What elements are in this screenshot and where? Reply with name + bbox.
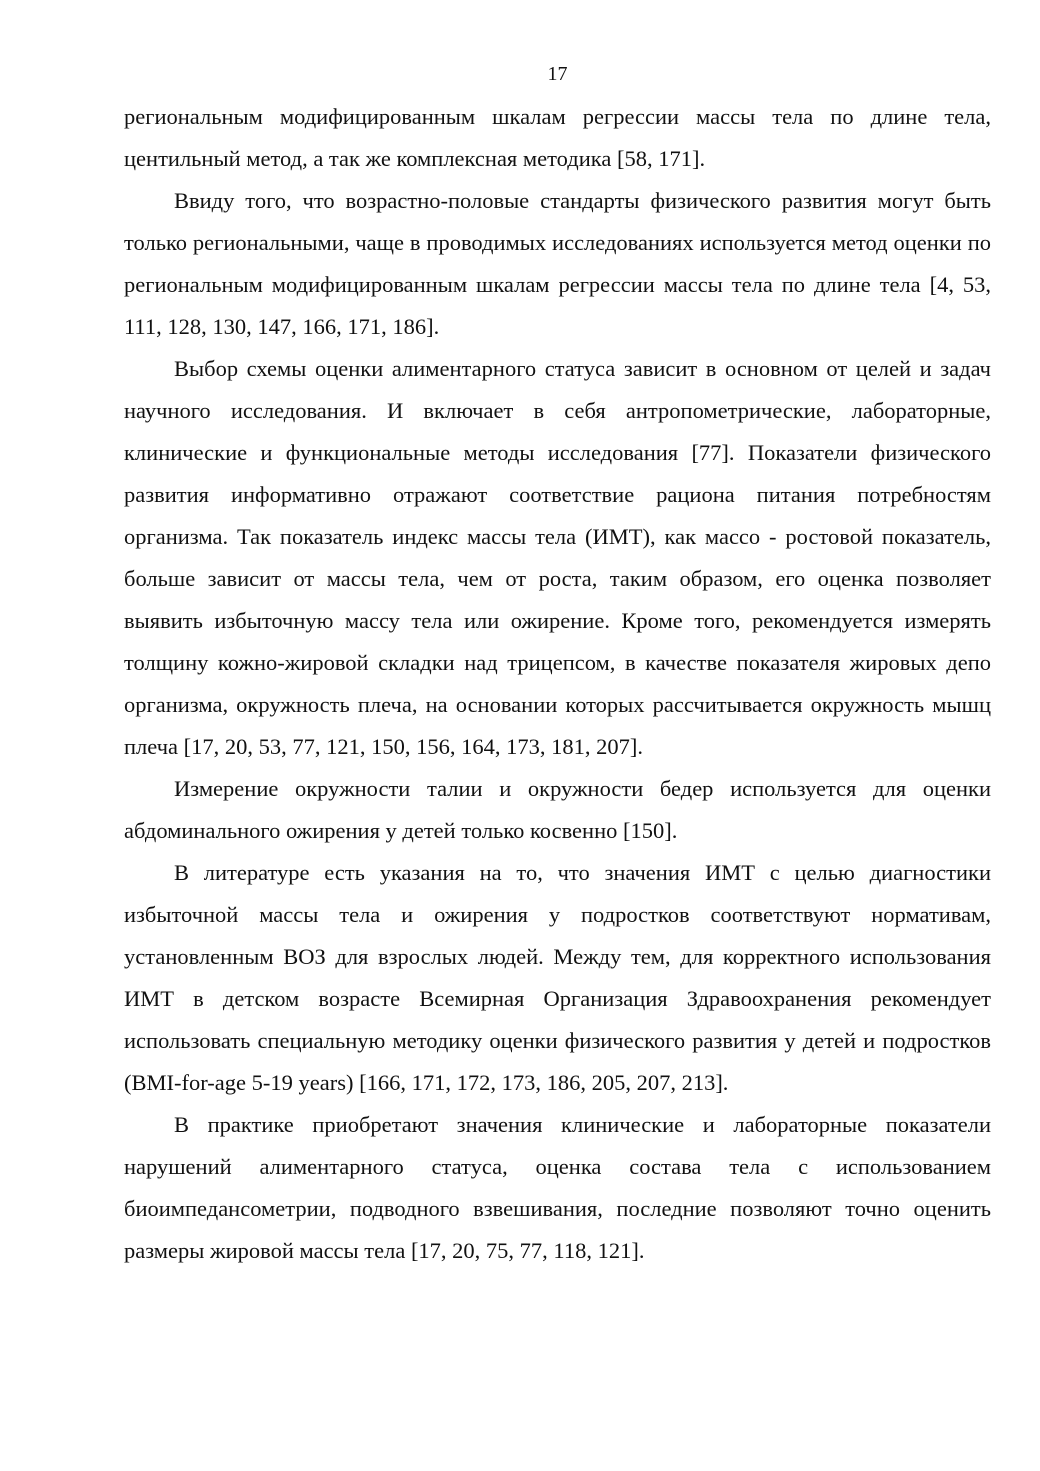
page-number: 17 bbox=[547, 63, 568, 85]
paragraph-alimentary-status: Выбор схемы оценки алиментарного статуса зависит в основном от целей и задач научного исследования. И включает в себя антропометрические, лабораторные, клинические и функциональные методы исследования [77]. Показатели физического развития информативно отражают соответствие рациона питания потребностям организма. Так показатель индекс массы тела (ИМТ), как массо - ростовой показатель, больше зависит от массы тела, чем от роста, таким образом, его оценка позволяет выявить избыточную массу тела или ожирение. Кроме того, рекомендуется измерять толщину кожно-жировой складки над трицепсом, в качестве показателя жировых депо организма, окружность плеча, на основании которых рассчитывается окружность мышц плеча [17, 20, 53, 77, 121, 150, 156, 164, 173, 181, 207]. bbox=[124, 356, 991, 759]
paragraph-regional-standards: Ввиду того, что возрастно-половые стандарты физического развития могут быть только региональными, чаще в проводимых исследованиях используется метод оценки по региональным модифицированным шкалам регрессии массы тела по длине тела [4, 53, 111, 128, 130, 147, 166, 171, 186]. bbox=[124, 188, 991, 339]
paragraph-waist-hip: Измерение окружности талии и окружности бедер используется для оценки абдоминального ожирения у детей только косвенно [150]. bbox=[124, 776, 991, 843]
paragraph-body-composition: В практике приобретают значения клинические и лабораторные показатели нарушений алиментарного статуса, оценка состава тела с использованием биоимпедансометрии, подводного взвешивания, последние позволяют точно оценить размеры жировой массы тела [17, 20, 75, 77, 118, 121]. bbox=[124, 1112, 991, 1263]
paragraph-bmi-who: В литературе есть указания на то, что значения ИМТ с целью диагностики избыточной массы тела и ожирения у подростков соответствуют нормативам, установленным ВОЗ для взрослых людей. Между тем, для корректного использования ИМТ в детском возрасте Всемирная Организация Здравоохранения рекомендует использовать специальную методику оценки физического развития у детей и подростков (BMI-for-age 5-19 years) [166, 171, 172, 173, 186, 205, 207, 213]. bbox=[124, 860, 991, 1095]
body-text bbox=[124, 96, 991, 1272]
paragraph-continuation: региональным модифицированным шкалам регрессии массы тела по длине тела, центильный метод, а так же комплексная методика [58, 171]. bbox=[124, 104, 991, 171]
